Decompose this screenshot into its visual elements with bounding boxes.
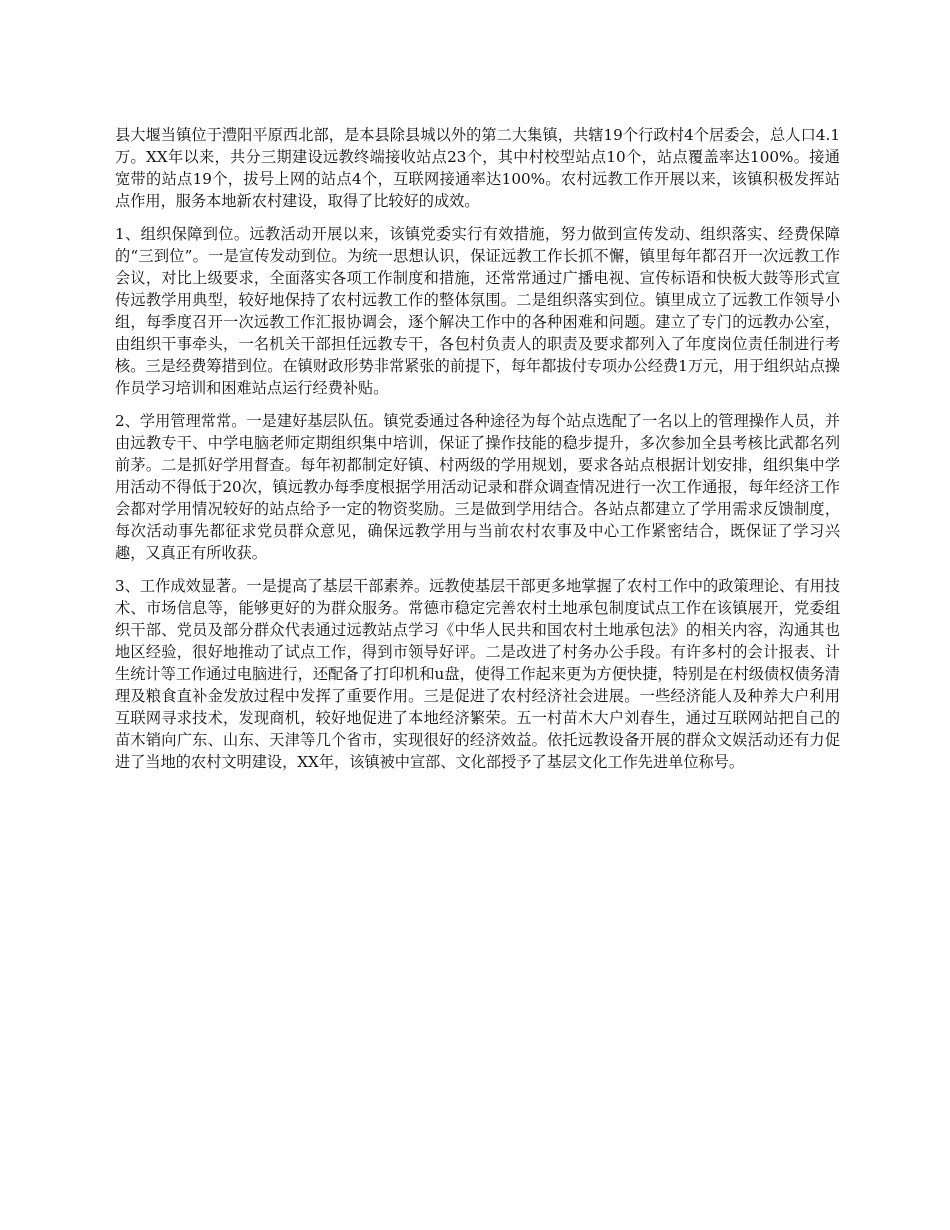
document-body [115, 124, 840, 784]
section-3-paragraph: 3、工作成效显著。一是提高了基层干部素养。远教使基层干部更多地掌握了农村工作中的政策理论、有用技术、市场信息等，能够更好的为群众服务。常德市稳定完善农村土地承包制度试点工作在该镇展开，党委组织干部、党员及部分群众代表通过远教站点学习《中华人民共和国农村土地承包法》的相关内容，沟通其也地区经验，很好地推动了试点工作，得到市领导好评。二是改进了村务办公手段。有许多村的会计报表、计生统计等工作通过电脑进行，还配备了打印机和u盘，使得工作起来更为方便快捷，特别是在村级债权债务清理及粮食直补金发放过程中发挥了重要作用。三是促进了农村经济社会进展。一些经济能人及种养大户利用互联网寻求技术，发现商机，较好地促进了本地经济繁荣。五一村苗木大户刘春生，通过互联网站把自己的苗木销向广东、山东、天津等几个省市，实现很好的经济效益。依托远教设备开展的群众文娱活动还有力促进了当地的农村文明建设，XX年，该镇被中宣部、文化部授予了基层文化工作先进单位称号。 [115, 577, 840, 771]
section-1-paragraph: 1、组织保障到位。远教活动开展以来，该镇党委实行有效措施，努力做到宣传发动、组织落实、经费保障的“三到位”。一是宣传发动到位。为统一思想认识，保证远教工作长抓不懈，镇里每年都召开一次远教工作会议，对比上级要求，全面落实各项工作制度和措施，还常常通过广播电视、宣传标语和快板大鼓等形式宣传远教学用典型，较好地保持了农村远教工作的整体氛围。二是组织落实到位。镇里成立了远教工作领导小组，每季度召开一次远教工作汇报协调会，逐个解决工作中的各种困难和问题。建立了专门的远教办公室，由组织干事牵头，一名机关干部担任远教专干，各包村负责人的职责及要求都列入了年度岗位责任制进行考核。三是经费筹措到位。在镇财政形势非常紧张的前提下，每年都拔付专项办公经费1万元，用于组织站点操作员学习培训和困难站点运行经费补贴。 [115, 225, 840, 397]
section-2-paragraph: 2、学用管理常常。一是建好基层队伍。镇党委通过各种途径为每个站点选配了一名以上的管理操作人员，并由远教专干、中学电脑老师定期组织集中培训，保证了操作技能的稳步提升，多次参加全县考核比武都名列前茅。二是抓好学用督查。每年初都制定好镇、村两级的学用规划，要求各站点根据计划安排，组织集中学用活动不得低于20次，镇远教办每季度根据学用活动记录和群众调查情况进行一次工作通报，每年经济工作会都对学用情况较好的站点给予一定的物资奖励。三是做到学用结合。各站点都建立了学用需求反馈制度，每次活动事先都征求党员群众意见，确保远教学用与当前农村农事及中心工作紧密结合，既保证了学习兴趣，又真正有所收获。 [115, 412, 840, 562]
intro-paragraph: 县大堰当镇位于澧阳平原西北部，是本县除县城以外的第二大集镇，共辖19个行政村4个居委会，总人口4.1万。XX年以来，共分三期建设远教终端接收站点23个，其中村校型站点10个，站点覆盖率达100%。接通宽带的站点19个，拔号上网的站点4个，互联网接通率达100%。农村远教工作开展以来，该镇积极发挥站点作用，服务本地新农村建设，取得了比较好的成效。 [115, 126, 840, 210]
